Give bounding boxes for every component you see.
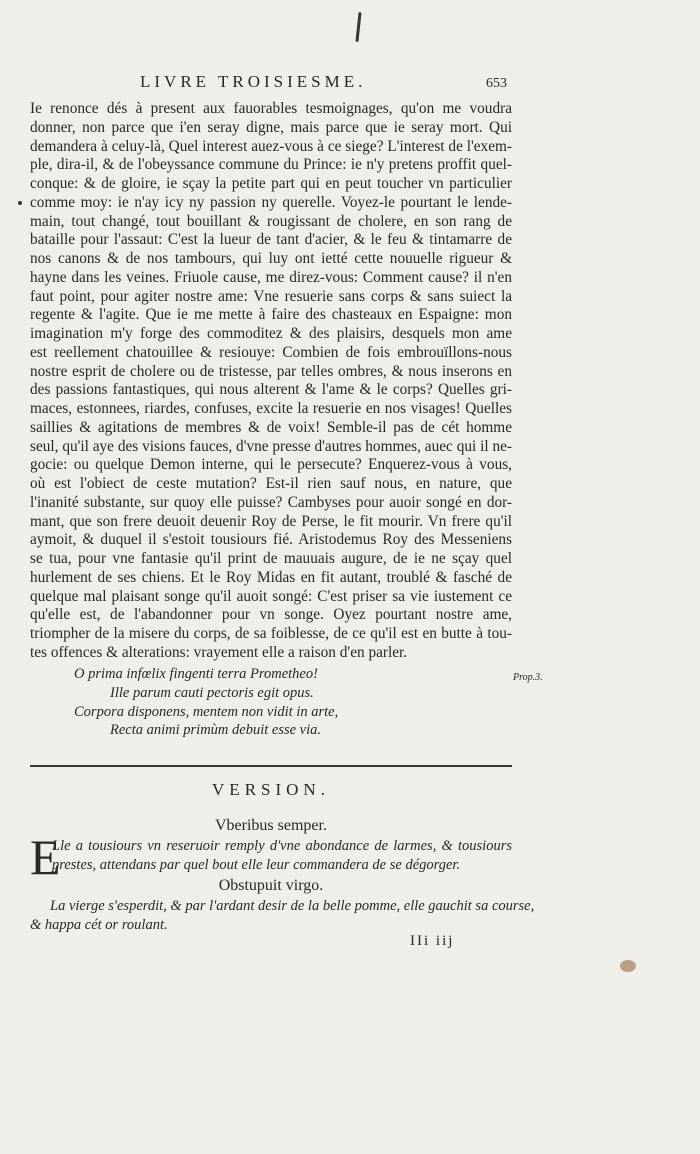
text-line: nos canons & de nos tambours, qui luy ont ietté cette nouuelle rigueur & xyxy=(30,250,512,267)
text-line: gocie: ou quelque Demon interne, qui le persecute? Enquerez-vous à vous, xyxy=(30,456,512,474)
text-line: Ie renonce dés à present aux fauorables tesmoignages, qu'on me voudra xyxy=(30,100,512,117)
verse-line: Corpora disponens, mentem non vidit in arte, xyxy=(74,703,339,720)
text-line: ple, dira-il, & de l'obeyssance commune du Prince: ie n'y pretens proffit quel- xyxy=(30,156,512,174)
verse-line: Recta animi primùm debuit esse via. xyxy=(110,722,322,739)
signature-mark: IIi iij xyxy=(410,933,455,949)
latin-verse xyxy=(30,665,510,740)
text-line: conque: & de gloire, ie sçay la petite part qui en peut toucher vn particulier xyxy=(30,175,512,192)
section-line: Lle a tousiours vn reseruoir remply d'vne abondance de larmes, & tousiours xyxy=(52,838,512,854)
text-line: main, tout changé, tout bouillant & rougissant de cholere, en son rang de xyxy=(30,212,512,230)
text-line: triompher de la misere du corps, de sa foiblesse, de ce qu'il est en butte à tou- xyxy=(30,625,512,642)
ink-dot-mark xyxy=(18,201,22,205)
text-line: imagination m'y forge des commoditez & des plaisirs, desquels mon ame xyxy=(30,325,512,342)
text-line: comme moy: ie n'ay icy ny passion ny querelle. Voyez-le pourtant le lende- xyxy=(30,193,512,211)
text-line: saillies & agitations de membres & de voix! Semble-il pas de cét homme xyxy=(30,418,512,436)
text-line: maces, estonnees, riardes, confuses, excite la resuerie en nos visages! Quelles xyxy=(30,400,512,417)
text-line: hayne dans les veines. Friuole cause, me direz-vous: Comment cause? il n'en xyxy=(30,268,512,286)
text-line: est reellement chatouillee & resiouye: Combien de fois embrouïllons-nous xyxy=(30,343,512,361)
text-line: où est l'obiect de ceste mutation? Est-il rien sauf nous, en nature, que xyxy=(30,475,512,492)
version-section-2 xyxy=(30,876,535,935)
text-line: se tua, pour vne fantasie qu'il print de mauuais augure, de ie ne sçay quel xyxy=(30,550,512,567)
version-section-1 xyxy=(30,816,512,885)
text-line: l'inanité substante, sur quoy elle puisse? Cambyses pour auoir songé en dor- xyxy=(30,493,512,511)
section-line: La vierge s'esperdit, & par l'ardant desir de la belle pomme, elle gauchit sa course, xyxy=(50,898,535,914)
drop-cap: E xyxy=(30,829,61,885)
page-number: 653 xyxy=(486,76,507,91)
text-line: tes offences & alterations: vrayement elle a raison d'en parler. xyxy=(30,643,408,661)
section-line: & happa cét or roulant. xyxy=(30,917,168,933)
running-title: LIVRE TROISIESME. xyxy=(140,72,367,91)
text-line: demandera à celuy-là, Quel interest auez-vous à ce siege? L'interest de l'exem- xyxy=(30,137,512,155)
text-line: nostre esprit de cholere ou de tristesse, par telles ombres, & nous inserons en xyxy=(30,362,512,380)
section-line: prestes, attendans par quel bout elle leur commandera de se dégorger. xyxy=(52,857,461,873)
body-text xyxy=(30,100,512,663)
margin-note: Prop.3. xyxy=(513,672,543,683)
text-line: hurlement de ses chiens. Et le Roy Midas en fit autant, troublé & fasché de xyxy=(30,568,512,586)
text-line: donner, non parce que i'en seray digne, mais parce que ie seray mort. Qui xyxy=(30,118,512,136)
ink-stroke-mark xyxy=(355,12,361,42)
verse-line: Ille parum cauti pectoris egit opus. xyxy=(110,684,314,701)
paper-stain xyxy=(620,960,636,972)
version-title: VERSION. xyxy=(212,780,330,799)
text-line: qu'elle est, de l'abandonner pour vn songe. Oyez pourtant nostre ame, xyxy=(30,606,512,624)
text-line: bataille pour l'assaut: C'est la lueur de tant d'acier, & le feu & tintamarre de xyxy=(30,231,512,249)
text-line: regente & l'agite. Que ie me mette à faire des chasteaux en Espaigne: mon xyxy=(30,306,512,324)
text-line: faut point, pour agiter nostre ame: Vne resuerie sans corps & sans suiect la xyxy=(30,287,512,305)
text-line: quelque mal plaisant songe qu'il auoit songé: C'est priser sa vie iustement ce xyxy=(30,587,512,605)
text-line: mant, que son frere deuoit deuenir Roy de Perse, le fit mourir. Vn frere qu'il xyxy=(30,512,512,530)
text-line: aymoit, & duquel il s'estoit tousiours fié. Aristodemus Roy des Messeniens xyxy=(30,531,512,549)
text-line: seul, qu'il aye des visions fauces, d'vne presse d'autres hommes, auec qui il ne- xyxy=(30,437,512,455)
section-heading: Obstupuit virgo. xyxy=(218,877,324,894)
section-divider xyxy=(30,765,512,767)
verse-line: O prima infœlix fingenti terra Prometheo! xyxy=(74,666,318,682)
text-line: des passions fantastiques, qui nous alterent & l'ame & le corps? Quelles gri- xyxy=(30,381,512,399)
section-heading: Vberibus semper. xyxy=(215,817,327,834)
